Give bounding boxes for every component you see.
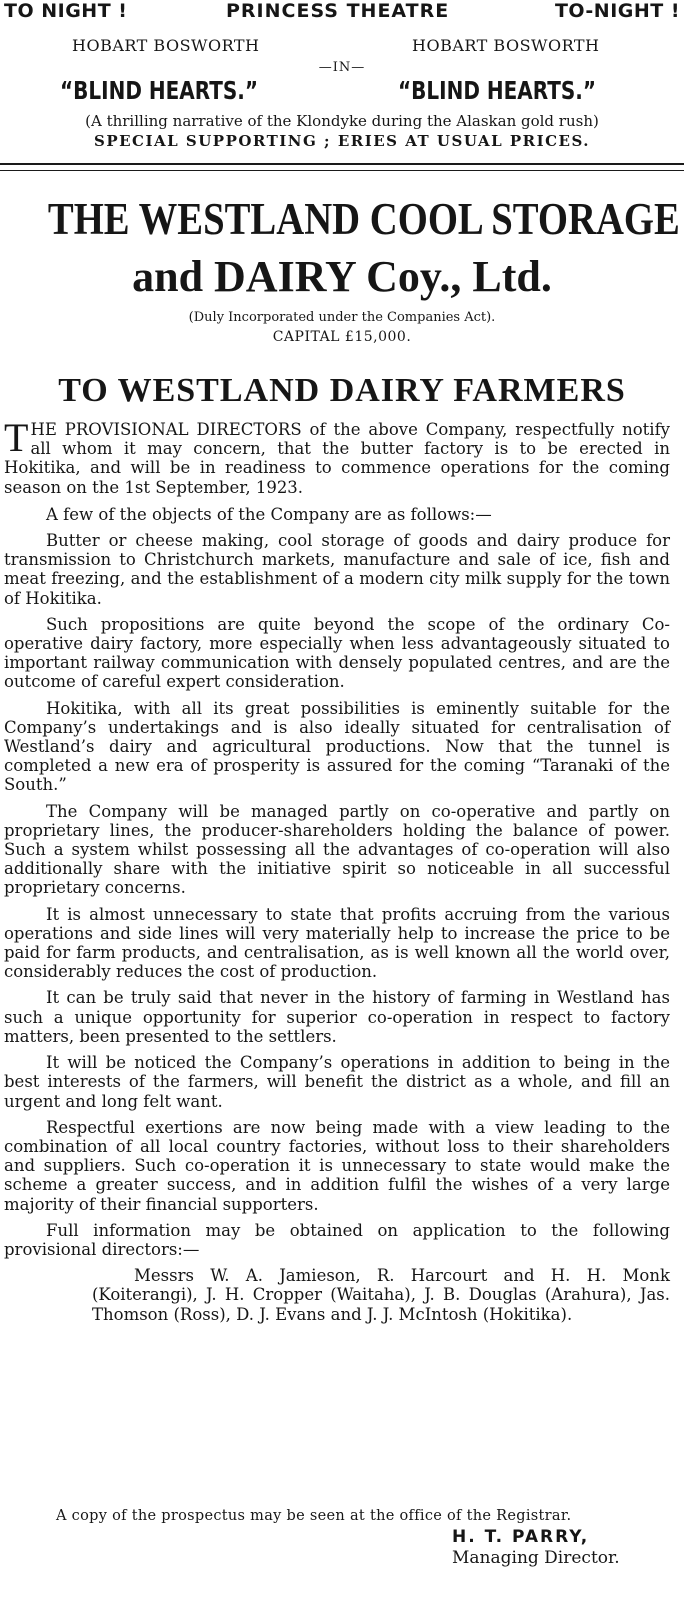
drop-cap: T — [4, 415, 29, 460]
tonight-right: TO-NIGHT ! — [554, 0, 680, 22]
paragraph-objects-lead: A few of the objects of the Company are as follows:— — [46, 504, 492, 524]
paragraph-opportunity: It can be truly said that never in the history of farming in Westland has such a unique opportunity for superior co-operation in respect to factory matters, been presented to the settlers. — [4, 988, 670, 1046]
notice-body — [4, 415, 670, 1331]
paragraph-management: The Company will be managed partly on co-operative and partly on proprietary lines, the producer-shareholders holding the balance of power. Such a system whilst possessing all the advantages of co-operation will also additionally share with the initiative spirit so noticeable in all successful proprietary concerns. — [4, 801, 670, 898]
film-description: (A thrilling narrative of the Klondyke during the Alaskan gold rush) — [85, 112, 599, 130]
column-rule-top — [0, 163, 684, 165]
paragraph-exertions: Respectful exertions are now being made with a view leading to the combination of all local country factories, without loss to their shareholders and suppliers. Such co-operation it is unnecessary to state would make the scheme a greater success, and in addition fulfil the wishes of a very large majority of their financial supporters. — [4, 1117, 670, 1214]
film-title-left: “BLIND HEARTS.” — [60, 76, 259, 105]
paragraph-intro — [4, 415, 670, 497]
actor-left: HOBART BOSWORTH — [72, 36, 260, 55]
in-separator: —IN— — [318, 60, 366, 75]
theatre-header — [0, 0, 684, 28]
paragraph-intro-text: HE PROVISIONAL DIRECTORS of the above Company, respectfully notify all whom it may concern, that the butter factory is to be erected in Hokitika, and will be in readiness to commence operations for the coming season on the 1st September, 1923. — [4, 420, 670, 497]
incorporation-note: (Duly Incorporated under the Companies Act). — [188, 310, 496, 325]
capital-line: CAPITAL £15,000. — [272, 329, 412, 345]
signatory-name: H. T. PARRY, — [452, 1527, 590, 1547]
prospectus-note: A copy of the prospectus may be seen at the office of the Registrar. — [56, 1508, 572, 1524]
paragraph-profits: It is almost unnecessary to state that profits accruing from the various operations and side lines will very materially help to increase the price to be paid for farm products, and centralisation, as is well known all the world over, considerably reduces the cost of production. — [4, 904, 670, 982]
actor-right: HOBART BOSWORTH — [412, 36, 600, 55]
notice-heading: TO WESTLAND DAIRY FARMERS — [58, 372, 626, 409]
paragraph-benefits: It will be noticed the Company’s operations in addition to being in the best interests of the farmers, will benefit the district as a whole, and fill an urgent and long felt want. — [4, 1053, 670, 1111]
paragraph-objects: Butter or cheese making, cool storage of goods and dairy produce for transmission to Christchurch markets, manufacture and sale of ice, fish and meat freezing, and the establishment of a modern city milk supply for the town of Hokitika. — [4, 531, 670, 608]
tonight-left: TO NIGHT ! — [4, 0, 128, 22]
company-name-line2: and DAIRY Coy., Ltd. — [132, 252, 552, 301]
supporting-series-line: SPECIAL SUPPORTING ; ERIES AT USUAL PRICES. — [93, 132, 591, 150]
column-rule-bottom — [0, 170, 684, 171]
paragraph-information: Full information may be obtained on application to the following provisional directors:— — [4, 1220, 670, 1259]
paragraph-propositions: Such propositions are quite beyond the scope of the ordinary Co-operative dairy factory, more especially when less advantageously situated to important railway communication with densely populated centres, and are the outcome of careful expert consideration. — [4, 614, 670, 692]
film-title-right: “BLIND HEARTS.” — [398, 76, 597, 105]
company-name: THE WESTLAND COOL STORAGE — [47, 194, 680, 244]
paragraph-hokitika: Hokitika, with all its great possibilities is eminently suitable for the Company’s undertakings and is also ideally situated for centralisation of Westland’s dairy and agricultural productions. Now that the tunnel is completed a new era of prosperity is assured for the coming “Taranaki of the South.” — [4, 698, 670, 795]
theatre-name: PRINCESS THEATRE — [226, 0, 450, 22]
signatory-title: Managing Director. — [452, 1548, 620, 1568]
directors-list: Messrs W. A. Jamieson, R. Harcourt and H. H. Monk (Koiterangi), J. H. Cropper (Waitaha), J. B. Douglas (Arahura), Jas. Thomson (Ross), D. J. Evans and J. J. McIntosh (Hokitika). — [92, 1266, 670, 1324]
